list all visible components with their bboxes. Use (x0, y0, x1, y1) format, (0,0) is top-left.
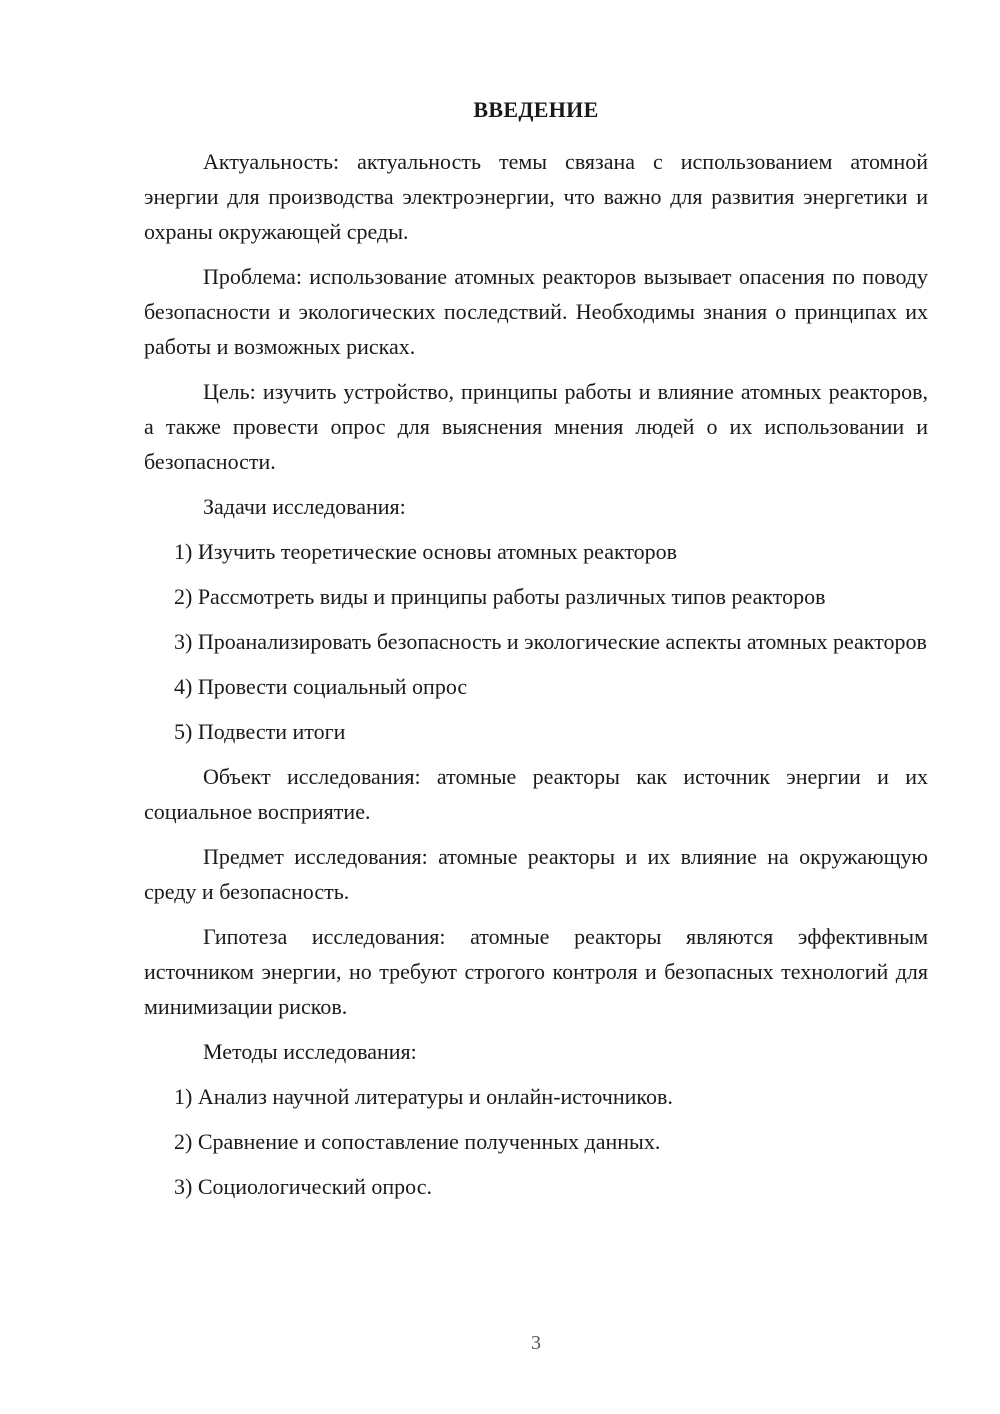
task-item-2: 2) Рассмотреть виды и принципы работы различных типов реакторов (174, 584, 826, 609)
problem-paragraph: Проблема: использование атомных реакторов вызывает опасения по поводу безопасности и экологических последствий. Необходимы знания о принципах их работы и возможных рисках. (144, 264, 928, 359)
tasks-heading: Задачи исследования: (203, 494, 406, 519)
page-title: ВВЕДЕНИЕ (473, 97, 599, 122)
hypothesis-paragraph: Гипотеза исследования: атомные реакторы являются эффективным источником энергии, но требуют строгого контроля и безопасных технологий для минимизации рисков. (144, 924, 928, 1019)
object-paragraph: Объект исследования: атомные реакторы как источник энергии и их социальное восприятие. (144, 764, 928, 824)
subject-paragraph: Предмет исследования: атомные реакторы и их влияние на окружающую среду и безопасность. (144, 844, 928, 904)
page-number: 3 (531, 1332, 541, 1354)
relevance-paragraph: Актуальность: актуальность темы связана с использованием атомной энергии для производства электроэнергии, что важно для развития энергетики и охраны окружающей среды. (144, 149, 928, 244)
task-item-5: 5) Подвести итоги (174, 719, 346, 744)
document-page (144, 96, 928, 1214)
method-item-3: 3) Социологический опрос. (174, 1174, 432, 1199)
task-item-3: 3) Проанализировать безопасность и экологические аспекты атомных реакторов (174, 629, 927, 654)
task-item-4: 4) Провести социальный опрос (174, 674, 468, 699)
goal-paragraph: Цель: изучить устройство, принципы работы и влияние атомных реакторов, а также провести опрос для выяснения мнения людей о их использовании и безопасности. (144, 379, 928, 474)
methods-heading: Методы исследования: (203, 1039, 417, 1064)
method-item-2: 2) Сравнение и сопоставление полученных данных. (174, 1129, 661, 1154)
task-item-1: 1) Изучить теоретические основы атомных реакторов (174, 539, 678, 564)
method-item-1: 1) Анализ научной литературы и онлайн-источников. (174, 1084, 673, 1109)
